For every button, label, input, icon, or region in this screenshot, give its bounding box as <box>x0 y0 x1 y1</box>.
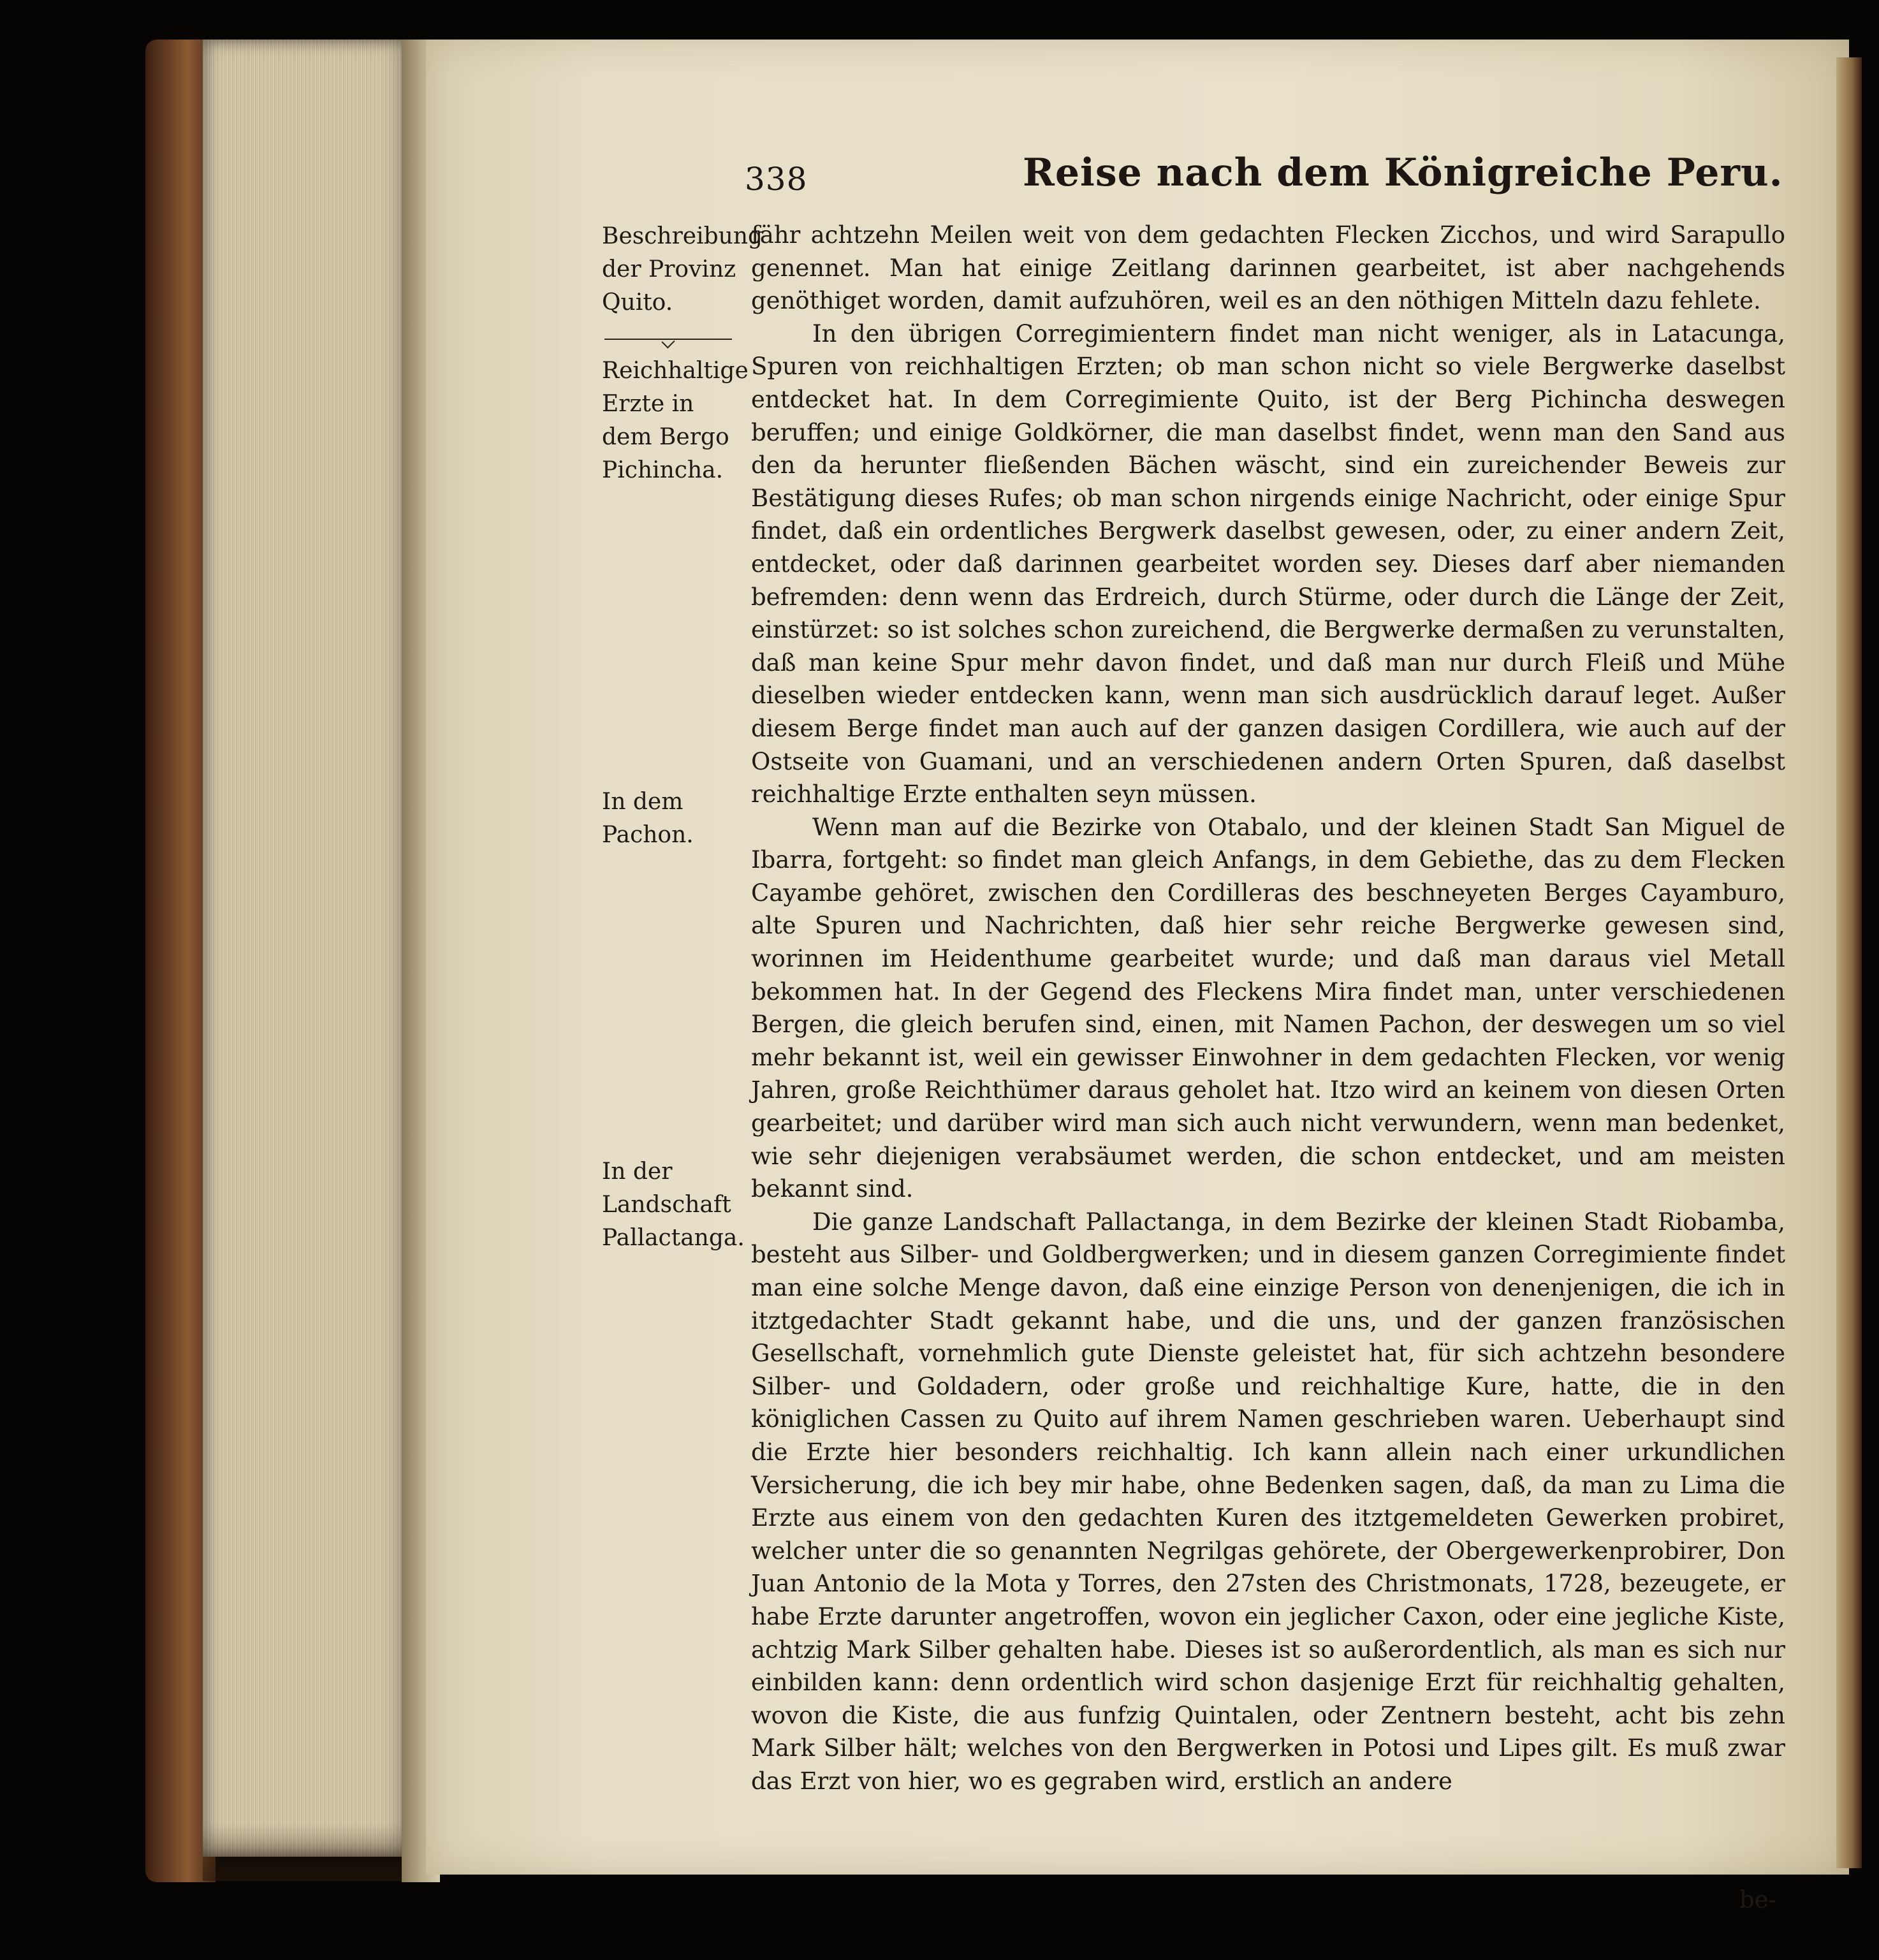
margin-note-pachon: In dem Pachon. <box>602 789 694 848</box>
margin-note-pallactanga: In der Landschaft Pallactanga. <box>602 1159 745 1251</box>
body-text <box>751 219 1785 1798</box>
paragraph: Die ganze Landschaft Pallactanga, in dem Bezirke der kleinen Stadt Riobamba, besteht aus Silber- und Goldbergwerken; und in diesem ganzen Corregimiente findet man eine solche Menge davon, daß eine einzige Person von denenjenigen, die ich in itztgedachter Stadt gekannt habe, und die uns, und der ganzen französischen Gesellschaft, vornehmlich gute Dienste geleistet hat, für sich achtzehn besondere Silber- und Goldadern, oder große und reichhaltige Kure, hatte, die in den königlichen Cassen zu Quito auf ihrem Namen geschrieben waren. Ueberhaupt sind die Erzte hier besonders reichhaltig. Ich kann allein nach einer urkundlichen Versicherung, die ich bey mir habe, ohne Bedenken sagen, daß, da man zu Lima die Erzte aus einem von den gedachten Kuren des itztgemeldeten Gewerken probiret, welcher unter die so genannten Negrilgas gehörete, der Obergewerkenprobirer, Don Juan Antonio de la Mota y Torres, den 27sten des Christmonats, 1728, bezeugete, er habe Erzte darunter angetroffen, wovon ein jeglicher Caxon, oder eine jegliche Kiste, achtzig Mark Silber gehalten habe. Dieses ist so außerordentlich, als man es sich nur einbilden kann: denn ordentlich wird schon dasjenige Erzt für reichhaltig gehalten, wovon die Kiste, die aus funfzig Quintalen, oder Zentnern besteht, acht bis zehn Mark Silber hält; welches von den Bergwerken in Potosi und Lipes gilt. Es muß zwar das Erzt von hier, wo es gegraben wird, erstlich an andere <box>751 1208 1785 1795</box>
paragraph: fähr achtzehn Meilen weit von dem gedachten Flecken Zicchos, und wird Sarapullo genennet. Man hat einige Zeitlang darinnen gearbeitet, ist aber nachgehends genöthiget worden, damit aufzuhören, weil es an den nöthigen Mitteln dazu fehlete. <box>751 221 1785 315</box>
page-right-edge <box>1836 57 1862 1868</box>
page-number: 338 <box>745 161 808 198</box>
page-edges <box>203 40 413 1857</box>
catchword: be- <box>1739 1886 1777 1913</box>
paragraph: Wenn man auf die Bezirke von Otabalo, und der kleinen Stadt San Miguel de Ibarra, fortgeht: so findet man gleich Anfangs, in dem Gebiethe, das zu dem Flecken Cayambe gehöret, zwischen den Cordilleras des beschneyeten Berges Cayamburo, alte Spuren und Nachrichten, daß hier sehr reiche Bergwerke gewesen sind, worinnen im Heidenthume gearbeitet wurde; und daß man daraus viel Metall bekommen hat. In der Gegend des Fleckens Mira findet man, unter verschiedenen Bergen, die gleich berufen sind, einen, mit Namen Pachon, der deswegen um so viel mehr bekannt ist, weil ein gewisser Einwohner in dem gedachten Flecken, vor wenig Jahren, große Reichthümer daraus geholet hat. Itzo wird an keinem von diesen Orten gearbeitet; und darüber wird man sich auch nicht verwundern, wenn man bedenket, wie sehr diejenigen verabsäumet werden, die schon entdecket, und am meisten bekannt sind. <box>751 813 1785 1203</box>
running-head: Reise nach dem Königreiche Peru. <box>1023 150 1783 195</box>
margin-note-quito: Beschreibung der Provinz Quito. <box>602 223 763 316</box>
margin-divider <box>604 339 732 340</box>
paragraph: In den übrigen Corregimientern findet man nicht weniger, als in Latacunga, Spuren von reichhaltigen Erzten; ob man schon nicht so viele Bergwerke daselbst entdecket hat. In dem Corregimiente Quito, ist der Berg Pichincha deswegen beruffen; und einige Goldkörner, die man daselbst findet, wenn man den Sand aus den da herunter fließenden Bächen wäscht, sind ein zureichender Beweis zur Bestätigung dieses Rufes; ob man schon nirgends einige Nachricht, oder einige Spur findet, daß ein ordentliches Bergwerk daselbst gewesen, oder, zu einer andern Zeit, entdecket, oder daß darinnen gearbeitet worden sey. Dieses darf aber niemanden befremden: denn wenn das Erdreich, durch Stürme, oder durch die Länge der Zeit, einstürzet: so ist solches schon zureichend, die Bergwerke dermaßen zu verunstalten, daß man keine Spur mehr davon findet, und daß man nur durch Fleiß und Mühe dieselben wieder entdecken kann, wenn man sich ausdrücklich darauf leget. Außer diesem Berge findet man auch auf der ganzen dasigen Cordillera, wie auch auf der Ostseite von Guamani, und an verschiedenen andern Orten Spuren, daß daselbst reichhaltige Erzte enthalten seyn müssen. <box>751 319 1785 808</box>
page-edges-shadow <box>203 1824 413 1881</box>
margin-note-pichincha: Reichhaltige Erzte in dem Bergo Pichincha. <box>602 358 749 483</box>
